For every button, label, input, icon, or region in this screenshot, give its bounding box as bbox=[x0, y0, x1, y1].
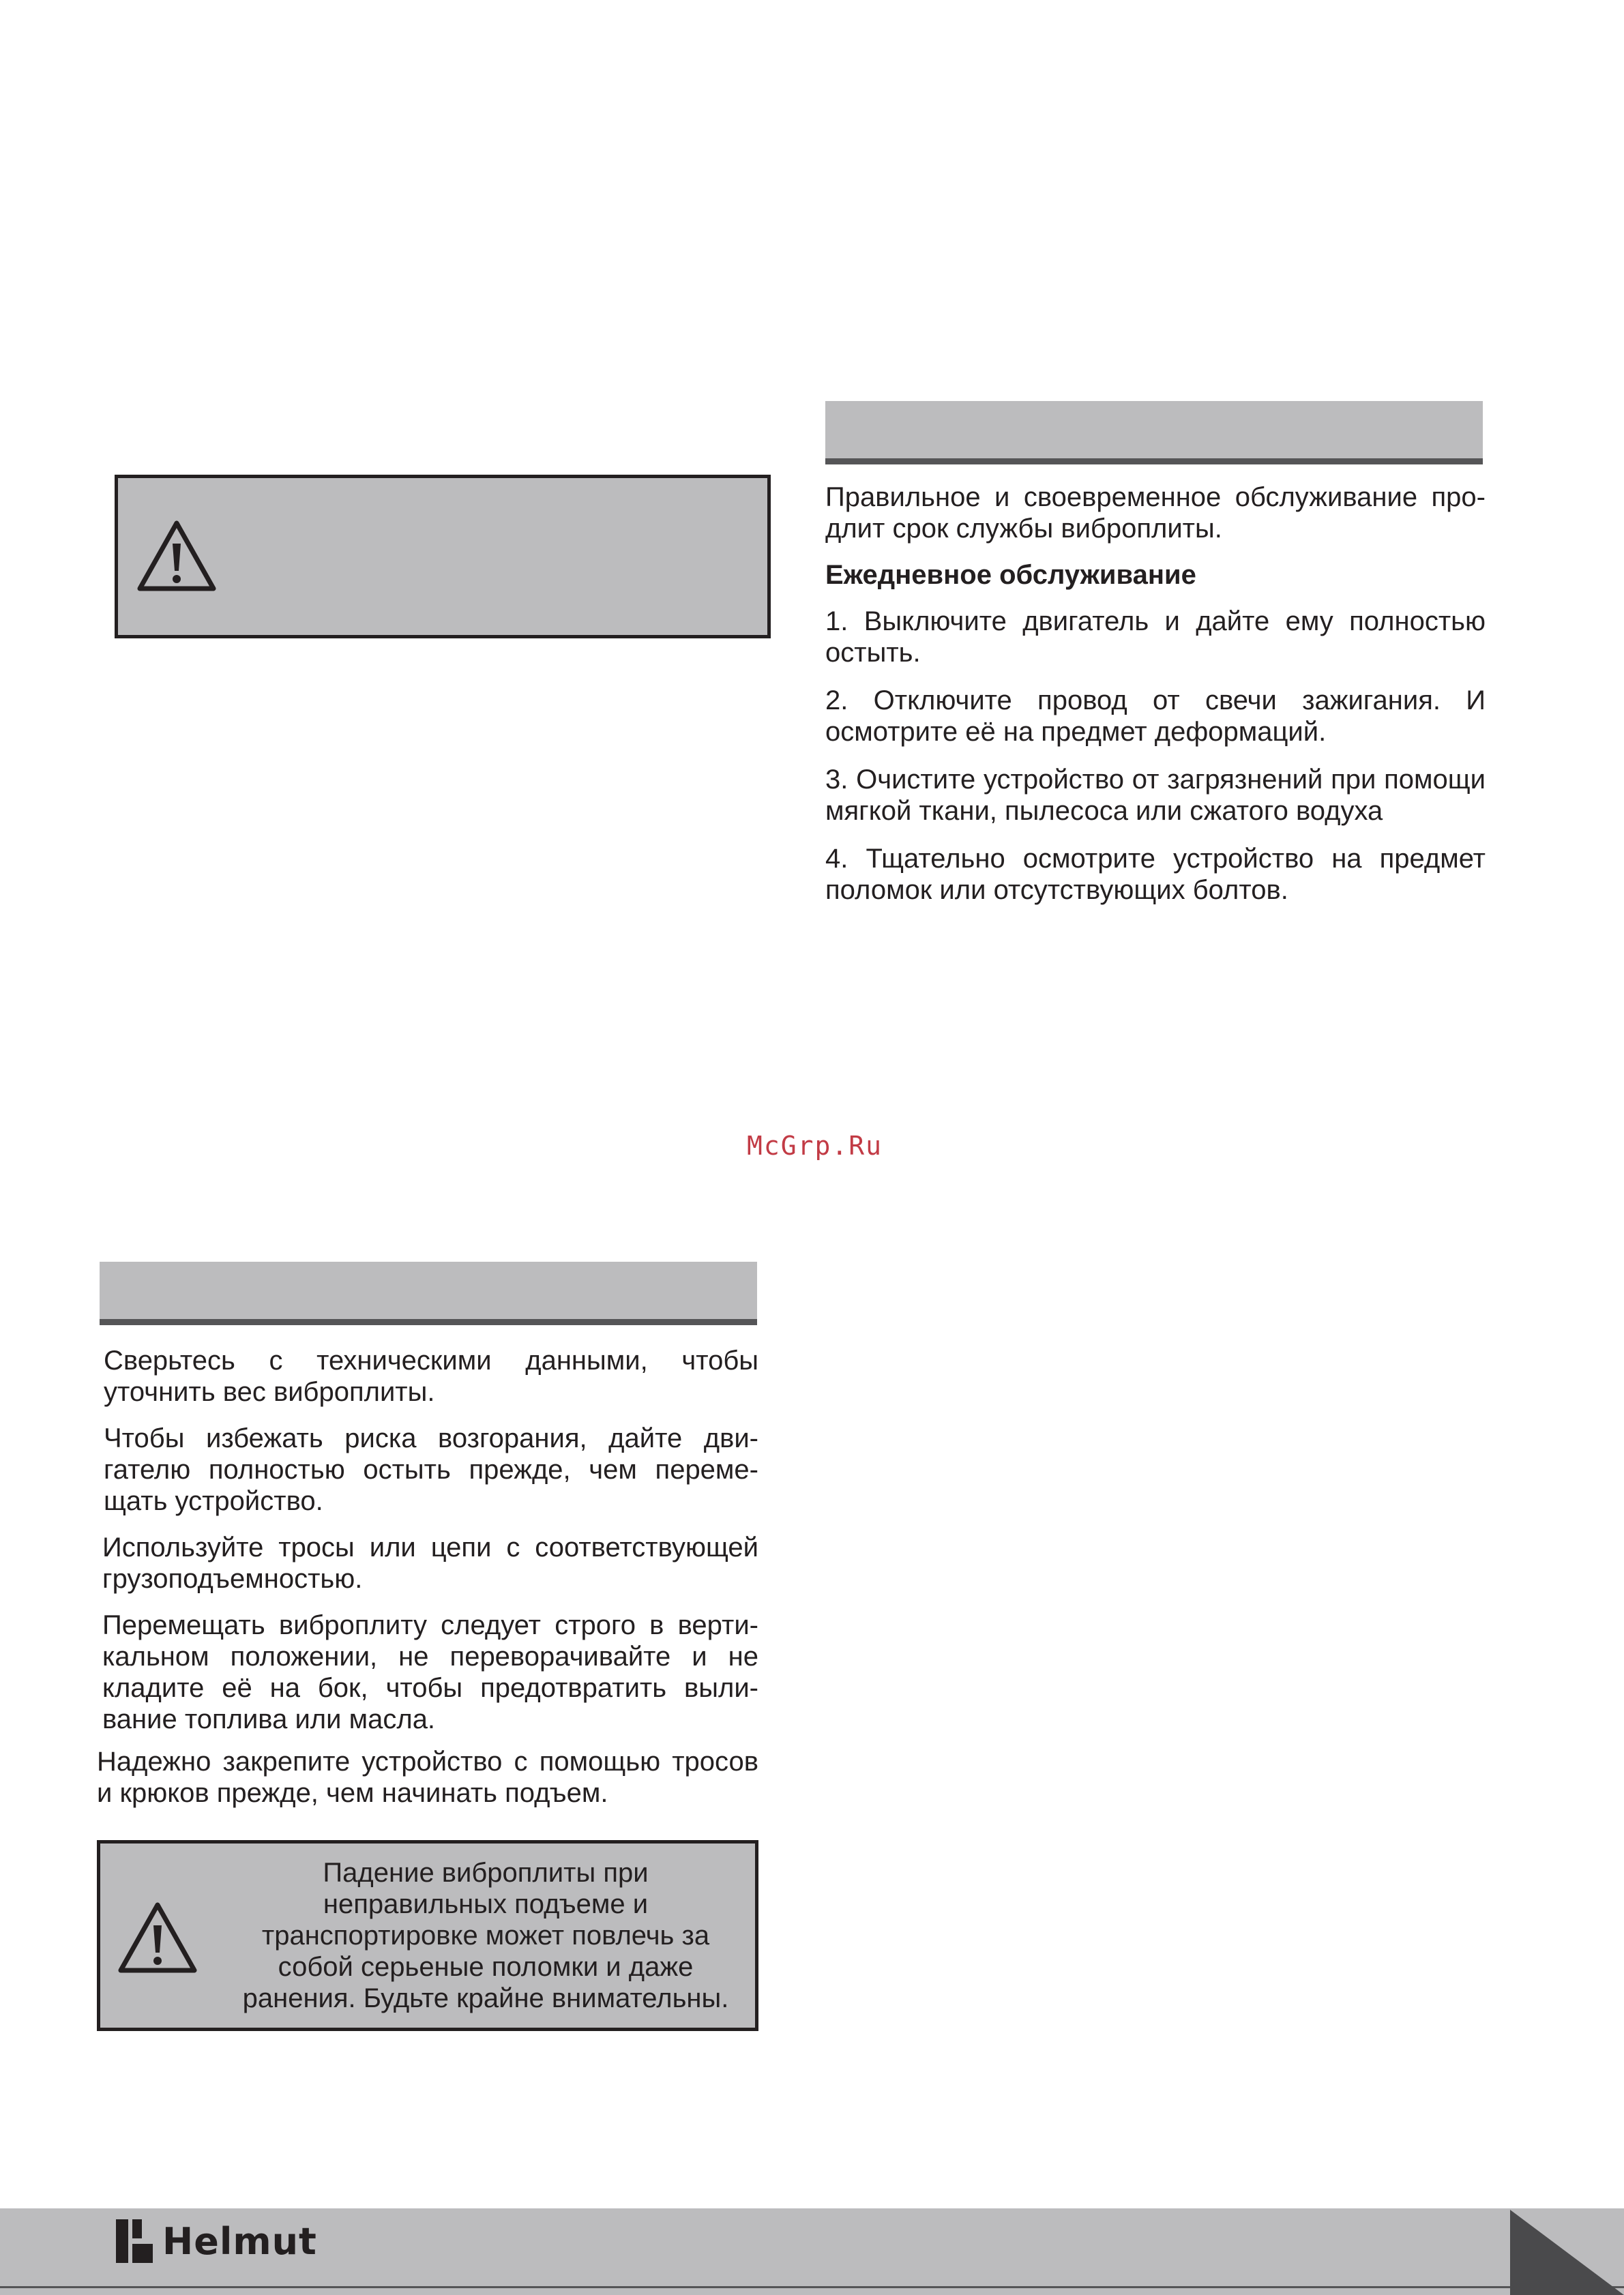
maintenance-step: 1. Выключите двигатель и дайте ему полностью остыть. bbox=[825, 606, 1486, 668]
brand-name: Helmut bbox=[162, 2219, 317, 2263]
transport-paragraph: Надежно закрепите устройство с помощью тросов и крюков прежде, чем начинать подъем. bbox=[97, 1747, 758, 1808]
transport-paragraph: Используйте тросы или цепи с соответствующей грузоподъемностью. bbox=[102, 1533, 758, 1594]
warning-line: транспортировке может повлечь за bbox=[261, 1921, 710, 1951]
warning-line: ранения. Будьте крайне внимательны. bbox=[242, 1983, 729, 2013]
maintenance-step: 3. Очистите устройство от загрязнений при помощи мягкой ткани, пылесоса или сжатого водуха bbox=[825, 765, 1486, 826]
maintenance-header-bar bbox=[825, 401, 1483, 464]
helmut-logo-icon bbox=[116, 2219, 153, 2263]
watermark[interactable]: McGrp.Ru bbox=[747, 1131, 883, 1161]
transport-section bbox=[97, 1345, 758, 1809]
warning-box-transport bbox=[97, 1840, 758, 2031]
maintenance-step: 2. Отключите провод от свечи зажигания. И осмотрите её на предмет деформаций. bbox=[825, 685, 1486, 747]
brand-logo[interactable] bbox=[116, 2219, 317, 2263]
footer-corner-triangle bbox=[1510, 2210, 1624, 2295]
transport-paragraph: Перемещать виброплиту следует строго в верти-кальном положении, не переворачивайте и не кладите её на бок, чтобы предотвратить выли-вание топлива или масла. bbox=[102, 1610, 758, 1734]
footer-baseline bbox=[0, 2286, 1624, 2288]
maintenance-intro: Правильное и своевременное обслуживание про-длит срок службы виброплиты. bbox=[825, 482, 1486, 544]
warning-line: собой серьеные поломки и даже bbox=[278, 1952, 694, 1982]
warning-triangle-icon bbox=[134, 518, 219, 594]
warning-line: Падение виброплиты при bbox=[323, 1858, 649, 1888]
warning-text bbox=[223, 1857, 748, 2014]
maintenance-section bbox=[825, 482, 1486, 906]
transport-paragraph: Сверьтесь с техническими данными, чтобы уточнить вес виброплиты. bbox=[104, 1346, 758, 1407]
warning-line: неправильных подъеме и bbox=[323, 1889, 649, 1919]
daily-maintenance-heading: Ежедневное обслуживание bbox=[825, 560, 1196, 590]
warning-triangle-icon bbox=[115, 1899, 200, 1976]
transport-paragraph: Чтобы избежать риска возгорания, дайте дви-гателю полностью остыть прежде, чем переме-щать устройство. bbox=[104, 1423, 758, 1516]
maintenance-step: 4. Тщательно осмотрите устройство на предмет поломок или отсутствующих болтов. bbox=[825, 844, 1486, 905]
transport-header-bar bbox=[100, 1262, 757, 1325]
warning-box-top bbox=[115, 475, 771, 638]
